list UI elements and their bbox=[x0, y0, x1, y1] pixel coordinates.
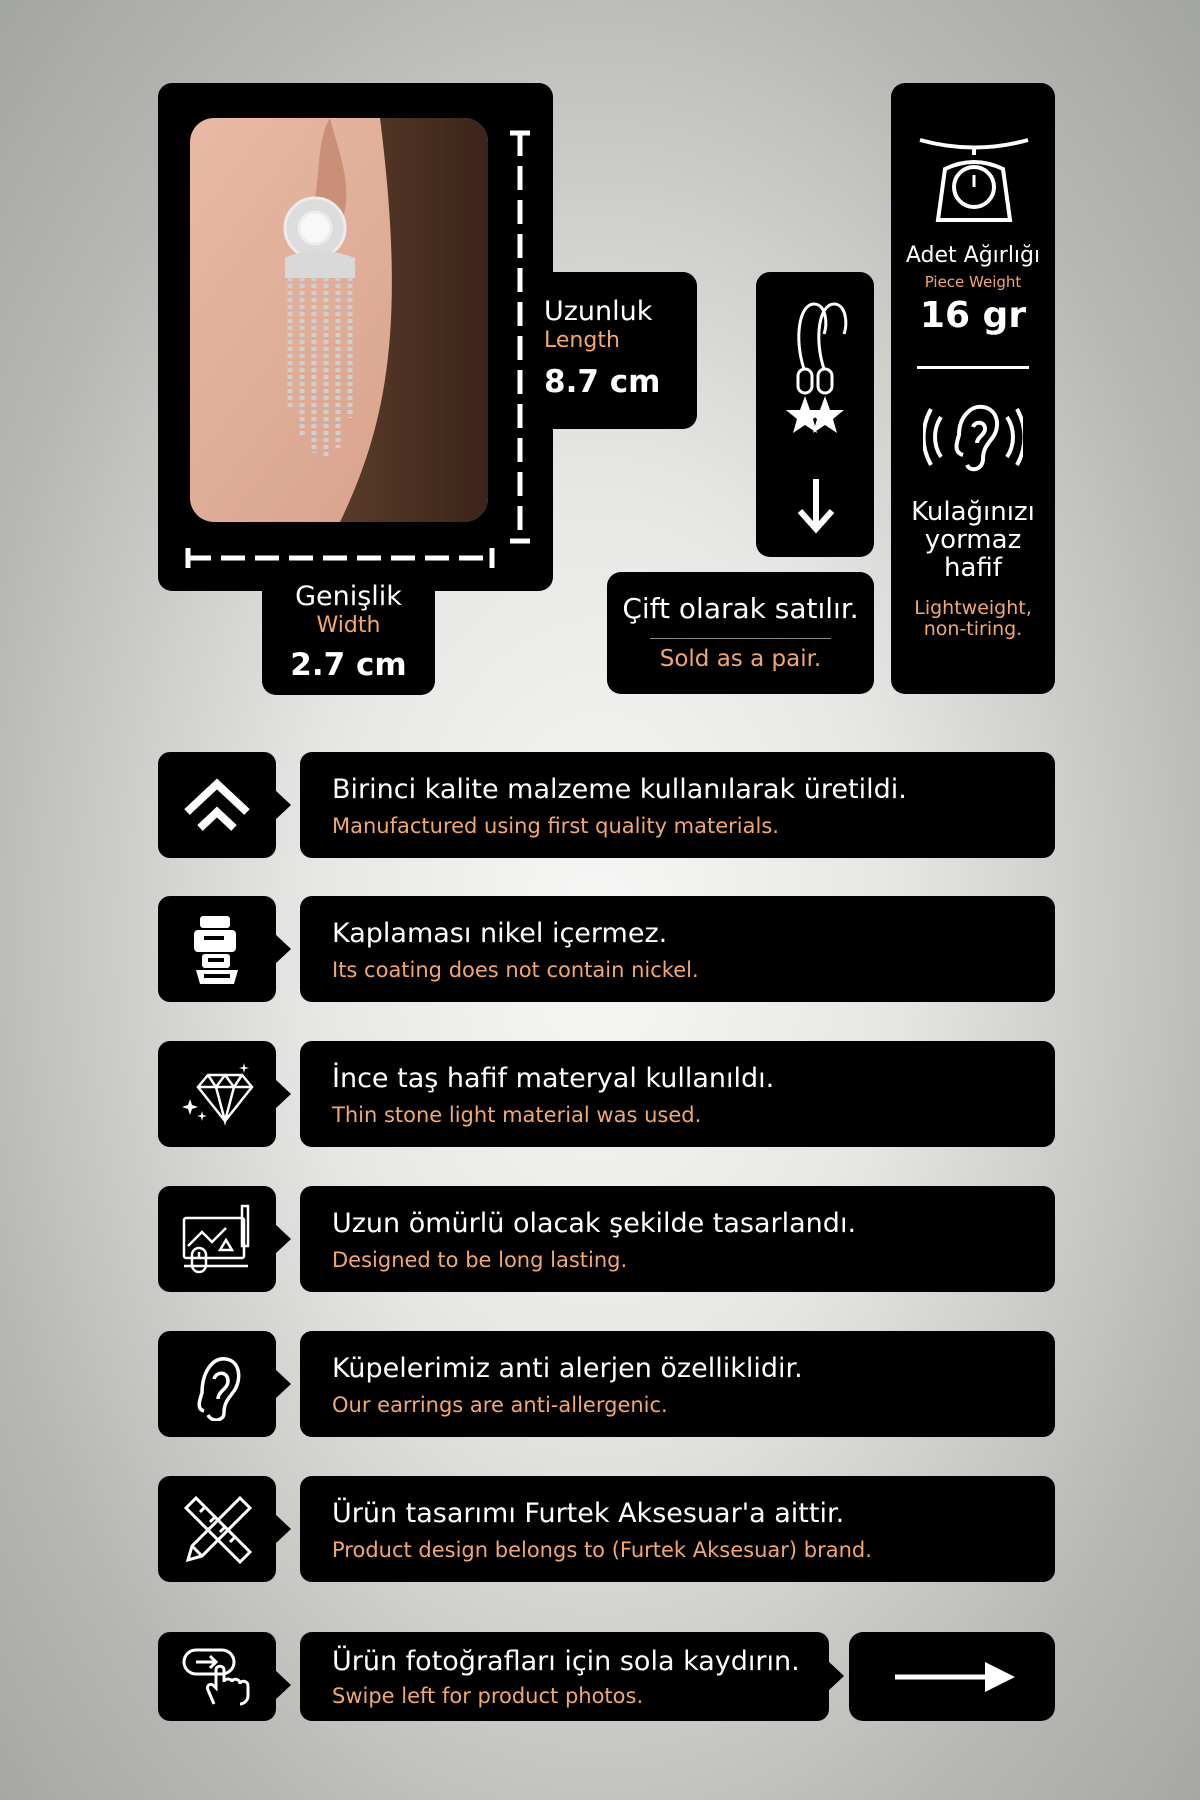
comfort-label-en-line1: Lightweight, bbox=[914, 597, 1032, 619]
width-dimension-line bbox=[185, 546, 495, 570]
length-label-tr: Uzunluk bbox=[544, 296, 653, 327]
width-label-en: Width bbox=[316, 613, 381, 638]
diamond-icon bbox=[182, 1059, 254, 1131]
feature-icon-box-1 bbox=[158, 752, 276, 858]
design-board-icon bbox=[182, 1204, 254, 1276]
pair-label-en: Sold as a pair. bbox=[659, 646, 822, 672]
feature-3-en: Thin stone light material was used. bbox=[332, 1103, 702, 1127]
feature-7-en: Swipe left for product photos. bbox=[332, 1684, 644, 1708]
length-dimension-line bbox=[508, 130, 532, 545]
width-label-tr: Genişlik bbox=[295, 581, 402, 612]
pair-illustration-card bbox=[756, 272, 874, 557]
length-card bbox=[540, 272, 697, 429]
length-value: 8.7 cm bbox=[544, 364, 661, 400]
plating-machine-icon bbox=[182, 914, 252, 986]
swipe-hand-icon bbox=[182, 1646, 254, 1706]
feature-4-tr: Uzun ömürlü olacak şekilde tasarlandı. bbox=[332, 1208, 857, 1239]
pair-label-tr: Çift olarak satılır. bbox=[622, 592, 859, 625]
comfort-label-tr-line3: hafif bbox=[944, 553, 1002, 583]
feature-2-tr: Kaplaması nikel içermez. bbox=[332, 918, 668, 949]
feature-5-en: Our earrings are anti-allergenic. bbox=[332, 1393, 668, 1417]
feature-5-tr: Küpelerimiz anti alerjen özelliklidir. bbox=[332, 1353, 803, 1384]
feature-icon-box-4 bbox=[158, 1186, 276, 1292]
feature-icon-box-7 bbox=[158, 1632, 276, 1721]
ear-icon bbox=[182, 1349, 254, 1421]
pair-card bbox=[607, 572, 874, 694]
comfort-label-en bbox=[891, 598, 1055, 640]
feature-1-en: Manufactured using first quality materials. bbox=[332, 814, 779, 838]
feature-icon-box-2 bbox=[158, 896, 276, 1002]
feature-row-3 bbox=[300, 1041, 1055, 1147]
feature-row-1 bbox=[300, 752, 1055, 858]
feature-row-5 bbox=[300, 1331, 1055, 1437]
width-value: 2.7 cm bbox=[290, 647, 407, 683]
arrow-right-icon bbox=[893, 1660, 1017, 1694]
feature-row-2 bbox=[300, 896, 1055, 1002]
feature-icon-box-3 bbox=[158, 1041, 276, 1147]
feature-4-en: Designed to be long lasting. bbox=[332, 1248, 628, 1272]
ear-sound-icon bbox=[923, 397, 1023, 477]
swipe-row-pointer bbox=[828, 1661, 844, 1691]
comfort-label-en-line2: non-tiring. bbox=[923, 618, 1023, 640]
layers-up-icon bbox=[182, 770, 252, 840]
weight-card bbox=[891, 83, 1055, 694]
weight-label-en: Piece Weight bbox=[924, 273, 1022, 291]
product-photo bbox=[190, 118, 488, 522]
feature-7-tr: Ürün fotoğrafları için sola kaydırın. bbox=[332, 1646, 800, 1677]
feature-row-6 bbox=[300, 1476, 1055, 1582]
swipe-arrow-button[interactable] bbox=[849, 1632, 1055, 1721]
comfort-label-tr bbox=[891, 498, 1055, 582]
feature-icon-box-5 bbox=[158, 1331, 276, 1437]
comfort-label-tr-line1: Kulağınızı bbox=[911, 497, 1035, 527]
width-card bbox=[262, 575, 435, 695]
pencil-ruler-icon bbox=[182, 1494, 254, 1566]
comfort-label-tr-line2: yormaz bbox=[924, 525, 1022, 555]
scale-icon bbox=[918, 135, 1030, 225]
pair-divider bbox=[650, 638, 831, 639]
weight-label-tr: Adet Ağırlığı bbox=[905, 243, 1041, 268]
feature-6-en: Product design belongs to (Furtek Aksesuar) brand. bbox=[332, 1538, 872, 1562]
weight-divider bbox=[917, 366, 1029, 369]
feature-row-4 bbox=[300, 1186, 1055, 1292]
feature-1-tr: Birinci kalite malzeme kullanılarak üretildi. bbox=[332, 774, 907, 805]
feature-6-tr: Ürün tasarımı Furtek Aksesuar'a aittir. bbox=[332, 1498, 845, 1529]
feature-icon-box-6 bbox=[158, 1476, 276, 1582]
length-label-en: Length bbox=[544, 328, 620, 353]
earring-pair-icon bbox=[774, 294, 858, 464]
arrow-down-icon bbox=[796, 477, 836, 535]
weight-value: 16 gr bbox=[919, 295, 1027, 336]
feature-2-en: Its coating does not contain nickel. bbox=[332, 958, 699, 982]
feature-row-7 bbox=[300, 1632, 829, 1721]
feature-3-tr: İnce taş hafif materyal kullanıldı. bbox=[332, 1063, 775, 1094]
